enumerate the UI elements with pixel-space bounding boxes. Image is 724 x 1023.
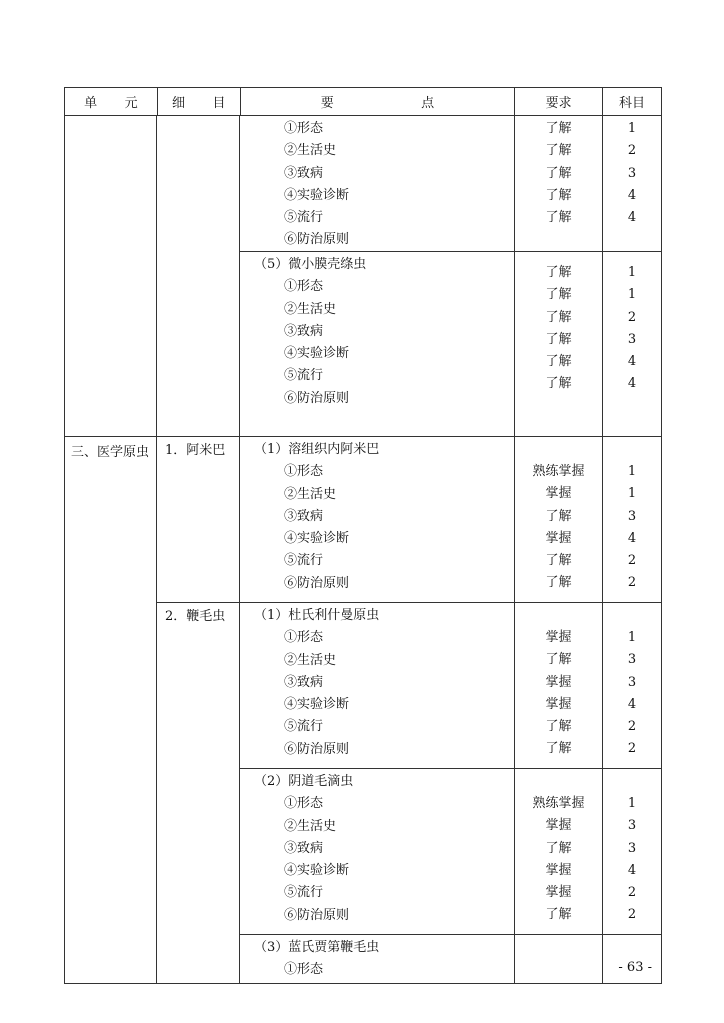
point-item: ②生活史	[284, 143, 337, 159]
point-item: ①形态	[284, 464, 324, 480]
point-item: ①形态	[284, 796, 324, 812]
requirement-value: 了解	[545, 907, 572, 923]
point-item: ④实验诊断	[284, 187, 350, 203]
table-group	[64, 116, 662, 437]
subject-cell	[603, 603, 662, 769]
requirement-value: 了解	[545, 187, 572, 203]
requirement-value: 了解	[545, 741, 572, 757]
point-item: ⑤流行	[284, 719, 324, 735]
subject-value: 1	[627, 121, 637, 136]
point-item: ③致病	[284, 165, 324, 181]
point-item: ⑤流行	[284, 210, 324, 226]
point-item: ⑤流行	[284, 553, 324, 569]
detail-cell	[157, 116, 240, 437]
unit-cell: 三、医学原虫	[65, 437, 157, 984]
subject-value: 2	[627, 575, 637, 591]
subject-value: 2	[627, 719, 637, 735]
point-item: ④实验诊断	[284, 697, 350, 713]
point-title: （2）阴道毛滴虫	[254, 774, 354, 789]
requirement-value: 了解	[545, 287, 572, 303]
subject-value: 4	[627, 187, 637, 203]
header-requirement: 要求	[515, 88, 603, 116]
points-cell	[240, 935, 515, 984]
point-item: ①形态	[284, 962, 324, 978]
subject-value: 4	[627, 696, 637, 712]
subject-value: 4	[627, 210, 637, 226]
requirement-value: 掌握	[545, 486, 572, 502]
points-cell	[240, 603, 515, 769]
point-item: ⑥防治原则	[284, 741, 350, 757]
subject-value: 1	[627, 287, 637, 303]
subject-value: 2	[627, 309, 637, 325]
subject-value: 3	[627, 508, 637, 524]
requirement-value: 掌握	[545, 818, 572, 834]
requirement-value: 了解	[545, 840, 572, 856]
detail-cell: 2．鞭毛虫	[157, 603, 240, 984]
point-item: ②生活史	[284, 486, 337, 502]
point-item: ④实验诊断	[284, 531, 350, 547]
requirement-value: 掌握	[545, 885, 572, 901]
subject-value: 2	[627, 553, 637, 569]
requirement-value: 了解	[545, 165, 572, 181]
point-item: ③致病	[284, 674, 324, 690]
point-item: ⑤流行	[284, 368, 324, 384]
table-header	[64, 87, 662, 116]
subject-value: 3	[627, 165, 637, 181]
subject-value: 1	[627, 796, 637, 811]
subject-value: 3	[627, 818, 637, 834]
requirement-value: 熟练掌握	[532, 464, 585, 479]
requirement-value: 了解	[545, 331, 572, 347]
point-item: ⑥防治原则	[284, 232, 350, 248]
requirement-value: 了解	[545, 719, 572, 735]
requirement-value: 熟练掌握	[532, 796, 585, 811]
subject-value: 4	[627, 862, 637, 878]
requirement-value: 了解	[545, 309, 572, 325]
point-item: ④实验诊断	[284, 346, 350, 362]
point-item: ⑥防治原则	[284, 907, 350, 923]
point-item: ⑥防治原则	[284, 390, 350, 406]
point-item: ①形态	[284, 121, 324, 136]
point-item: ④实验诊断	[284, 863, 350, 879]
requirement-value: 掌握	[545, 696, 572, 712]
page-number: - 63 -	[618, 960, 652, 975]
point-item: ⑥防治原则	[284, 575, 350, 591]
header-unit: 单 元	[65, 88, 158, 116]
requirement-value: 了解	[545, 354, 572, 370]
point-item: ③致病	[284, 840, 324, 856]
points-cell	[240, 769, 515, 935]
subject-value: 3	[627, 840, 637, 856]
point-item: ①形态	[284, 279, 324, 295]
subject-cell	[603, 252, 662, 437]
subject-value: 3	[627, 652, 637, 668]
requirement-value: 了解	[545, 575, 572, 591]
points-cell	[240, 252, 515, 437]
syllabus-table	[64, 87, 662, 984]
point-title: （5）微小膜壳绦虫	[254, 257, 367, 272]
subject-value: 1	[627, 265, 637, 280]
requirement-value: 了解	[545, 143, 572, 159]
subject-value: 4	[627, 530, 637, 546]
subject-value: 2	[627, 143, 637, 159]
requirement-value: 了解	[545, 508, 572, 524]
requirement-cell	[515, 252, 603, 437]
requirement-value: 了解	[545, 210, 572, 226]
points-cell	[240, 437, 515, 603]
point-item: ①形态	[284, 630, 324, 646]
header-points: 要 点	[241, 88, 516, 116]
detail-cell: 1．阿米巴	[157, 437, 240, 603]
subject-cell	[603, 437, 662, 603]
requirement-value: 掌握	[545, 630, 572, 645]
unit-cell	[65, 116, 157, 437]
requirement-value: 了解	[545, 553, 572, 569]
point-item: ②生活史	[284, 301, 337, 317]
requirement-value: 了解	[545, 265, 572, 280]
subject-cell	[603, 769, 662, 935]
points-cell	[240, 116, 515, 252]
requirement-cell	[515, 769, 603, 935]
subject-value: 4	[627, 376, 637, 392]
subject-value: 3	[627, 331, 637, 347]
requirement-cell	[515, 935, 603, 984]
requirement-value: 了解	[545, 376, 572, 392]
subject-value: 3	[627, 674, 637, 690]
point-title: （1）杜氏利什曼原虫	[254, 608, 380, 623]
subject-value: 1	[627, 486, 637, 502]
requirement-value: 掌握	[545, 530, 572, 546]
requirement-value: 掌握	[545, 674, 572, 690]
requirement-cell	[515, 603, 603, 769]
table-group	[64, 437, 662, 984]
point-item: ②生活史	[284, 818, 337, 834]
subject-value: 1	[627, 464, 637, 479]
point-item: ⑤流行	[284, 885, 324, 901]
requirement-cell	[515, 116, 603, 252]
subject-cell	[603, 116, 662, 252]
subject-value: 4	[627, 354, 637, 370]
header-subject: 科目	[603, 88, 662, 116]
point-item: ③致病	[284, 508, 324, 524]
point-item: ②生活史	[284, 652, 337, 668]
subject-value: 2	[627, 741, 637, 757]
subject-value: 1	[627, 630, 637, 645]
point-title: （1）溶组织内阿米巴	[254, 442, 380, 457]
subject-value: 2	[627, 907, 637, 923]
requirement-value: 掌握	[545, 862, 572, 878]
requirement-value: 了解	[545, 652, 572, 668]
point-title: （3）蓝氏贾第鞭毛虫	[254, 940, 380, 955]
requirement-cell	[515, 437, 603, 603]
header-detail: 细 目	[158, 88, 241, 116]
requirement-value: 了解	[545, 121, 572, 136]
subject-value: 2	[627, 885, 637, 901]
point-item: ③致病	[284, 323, 324, 339]
